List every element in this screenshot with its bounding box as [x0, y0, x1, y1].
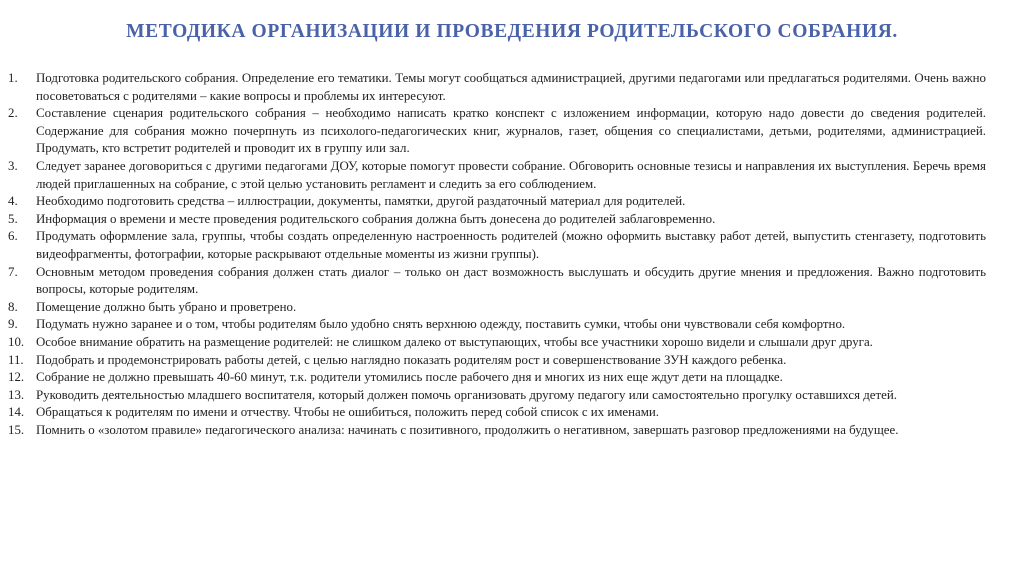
- item-number: 9.: [8, 317, 18, 332]
- item-number: 5.: [8, 211, 18, 226]
- item-number: 2.: [8, 106, 18, 121]
- item-text: Основным методом проведения собрания должен стать диалог – только он даст возможность выслушать и обсудить другие мнения и предложения. Важно подготовить вопросы, которые родителям.: [36, 264, 986, 297]
- item-number: 11.: [8, 352, 24, 367]
- list-item: [8, 352, 986, 370]
- item-text: Продумать оформление зала, группы, чтобы создать определенную настроенность родителей (можно оформить выставку работ детей, выпустить стенгазету, подготовить видеофрагменты, фотографии, которые раскрывают отдельные моменты из жизни группы).: [36, 229, 986, 261]
- list-item: [8, 316, 986, 334]
- item-number: 4.: [8, 194, 18, 209]
- item-number: 6.: [8, 229, 18, 244]
- item-number: 8.: [8, 299, 18, 314]
- numbered-list: [8, 70, 986, 439]
- item-text: Следует заранее договориться с другими педагогами ДОУ, которые помогут провести собрание. Обговорить основные тезисы и направления их выступления. Беречь время людей приглашенных на собрание, с этой целью установить регламент и следить за его соблюдением.: [36, 158, 986, 191]
- item-text: Подобрать и продемонстрировать работы детей, с целью наглядно показать родителям рост и совершенствование ЗУН каждого ребенка.: [36, 352, 787, 367]
- list-item: [8, 158, 986, 193]
- item-text: Собрание не должно превышать 40-60 минут, т.к. родители утомились после рабочего дня и многих из них еще ждут дети на площадке.: [36, 370, 783, 385]
- list-item: [8, 193, 986, 211]
- item-text: Информация о времени и месте проведения родительского собрания должна быть донесена до родителей заблаговременно.: [36, 211, 716, 226]
- item-text: Особое внимание обратить на размещение родителей: не слишком далеко от выступающих, чтобы все участники хорошо видели и слышали друг друга.: [36, 334, 873, 349]
- list-item: [8, 211, 986, 229]
- page-title: МЕТОДИКА ОРГАНИЗАЦИИ И ПРОВЕДЕНИЯ РОДИТЕЛЬСКОГО СОБРАНИЯ.: [126, 21, 898, 42]
- item-text: Обращаться к родителям по имени и отчеству. Чтобы не ошибиться, положить перед собой список с их именами.: [36, 405, 660, 420]
- item-number: 15.: [8, 422, 25, 437]
- list-item: [8, 264, 986, 299]
- list-item: [8, 404, 986, 422]
- list-item: [8, 422, 986, 440]
- item-text: Подумать нужно заранее и о том, чтобы родителям было удобно снять верхнюю одежду, поставить сумки, чтобы они чувствовали себя комфортно.: [36, 317, 846, 332]
- item-number: 3.: [8, 158, 18, 173]
- list-item: [8, 334, 986, 352]
- item-text: Подготовка родительского собрания. Определение его тематики. Темы могут сообщаться администрацией, другими педагогами или предлагаться родителями. Очень важно посоветоваться с родителями – какие вопросы и проблемы их интересуют.: [36, 71, 986, 103]
- item-text: Руководить деятельностью младшего воспитателя, который должен помочь организовать другому педагогу или самостоятельно прогулку оставшихся детей.: [36, 387, 897, 402]
- list-item: [8, 387, 986, 405]
- item-text: Необходимо подготовить средства – иллюстрации, документы, памятки, другой раздаточный материал для родителей.: [36, 194, 686, 209]
- list-item: [8, 70, 986, 105]
- list-item: [8, 228, 986, 263]
- item-number: 14.: [8, 405, 25, 420]
- item-text: Помещение должно быть убрано и проветрено.: [36, 299, 297, 314]
- item-text: Помнить о «золотом правиле» педагогического анализа: начинать с позитивного, продолжить о негативном, завершать разговор предложениями на будущее.: [36, 422, 899, 437]
- item-number: 7.: [8, 264, 18, 279]
- list-item: [8, 299, 986, 317]
- item-number: 1.: [8, 71, 18, 85]
- item-text: Составление сценария родительского собрания – необходимо написать кратко конспект с изложением информации, которую надо довести до сведения родителей. Содержание для собрания можно почерпнуть из психолого-педагогических книг, журналов, газет, общения со специалистами, детьми, родителями, администрацией. Продумать, кто встретит родителей и проводит их в группу или зал.: [36, 106, 986, 156]
- list-item: [8, 105, 986, 158]
- list-item: [8, 369, 986, 387]
- item-number: 13.: [8, 387, 25, 402]
- item-number: 12.: [8, 370, 25, 385]
- item-number: 10.: [8, 334, 25, 349]
